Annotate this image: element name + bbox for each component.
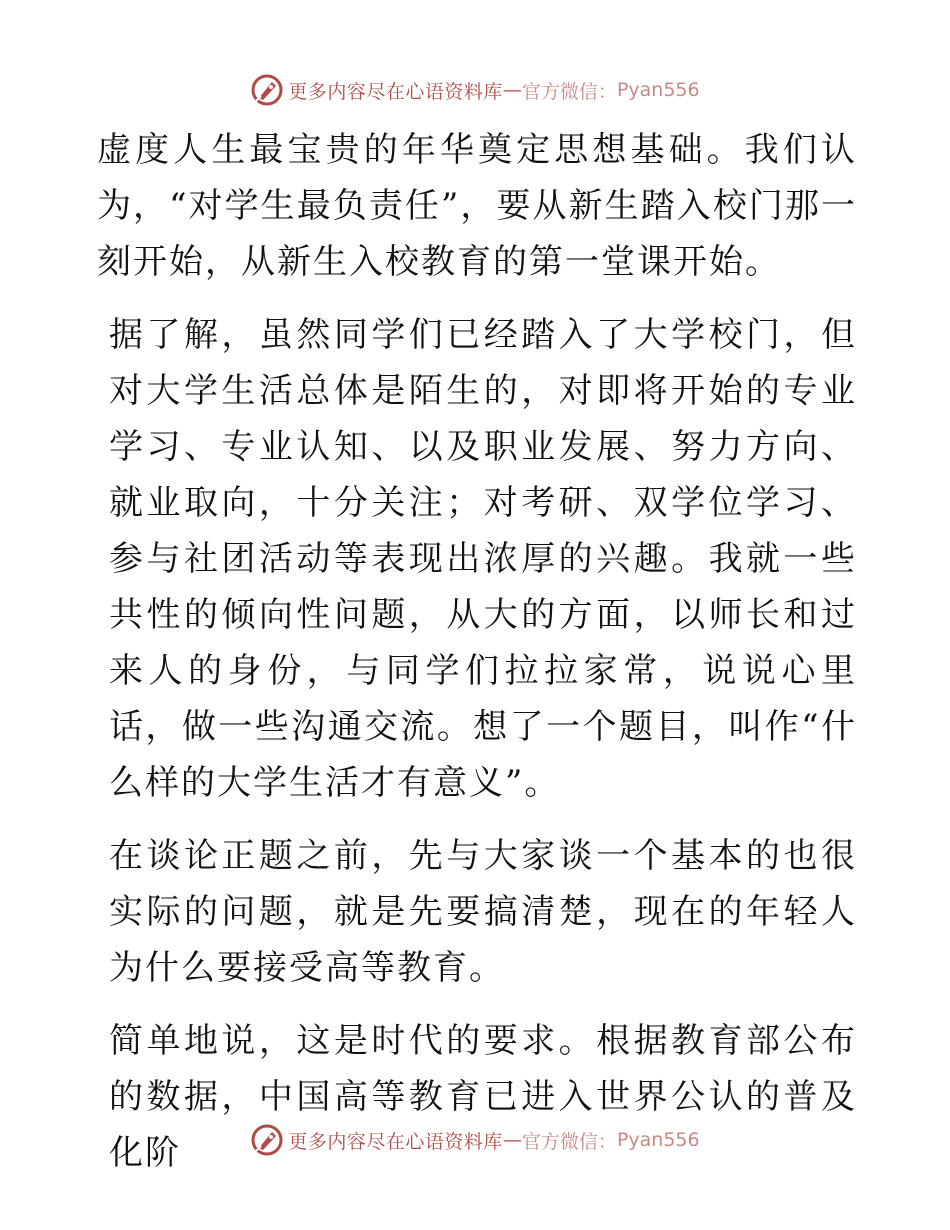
header-watermark bbox=[0, 70, 950, 110]
pen-nib-circle-icon bbox=[250, 73, 284, 107]
watermark-wechat-id: Pyan556 bbox=[616, 79, 700, 101]
paragraph: 简单地说，这是时代的要求。根据教育部公布的数据，中国高等教育已进入世界公认的普及化阶 bbox=[109, 1021, 857, 1173]
paragraph: 在谈论正题之前，先与大家谈一个基本的也很实际的问题，就是先要搞清楚，现在的年轻人为什么要接受高等教育。 bbox=[109, 836, 857, 988]
watermark-title: 更多内容尽在心语资料库 bbox=[288, 1130, 503, 1153]
watermark-dash: — bbox=[502, 79, 522, 101]
watermark-wechat-label: 官方微信： bbox=[521, 80, 617, 103]
document-body bbox=[97, 122, 857, 1198]
watermark-title: 更多内容尽在心语资料库 bbox=[288, 80, 503, 103]
pen-nib-circle-icon bbox=[250, 1123, 284, 1157]
footer-watermark bbox=[0, 1120, 950, 1160]
paragraph: 据了解，虽然同学们已经踏入了大学校门，但对大学生活总体是陌生的，对即将开始的专业学习、专业认知、以及职业发展、努力方向、就业取向，十分关注；对考研、双学位学习、参与社团活动等表现出浓厚的兴趣。我就一些共性的倾向性问题，从大的方面，以师长和过来人的身份，与同学们拉拉家常，说说心里话，做一些沟通交流。想了一个题目，叫作“什么样的大学生活才有意义”。 bbox=[109, 315, 857, 803]
watermark-wechat-label: 官方微信： bbox=[521, 1130, 617, 1153]
watermark-dash: — bbox=[502, 1129, 522, 1151]
watermark-wechat-id: Pyan556 bbox=[616, 1129, 700, 1151]
paragraph: 虚度人生最宝贵的年华奠定思想基础。我们认为，“对学生最负责任”，要从新生踏入校门那一刻开始，从新生入校教育的第一堂课开始。 bbox=[97, 130, 857, 282]
